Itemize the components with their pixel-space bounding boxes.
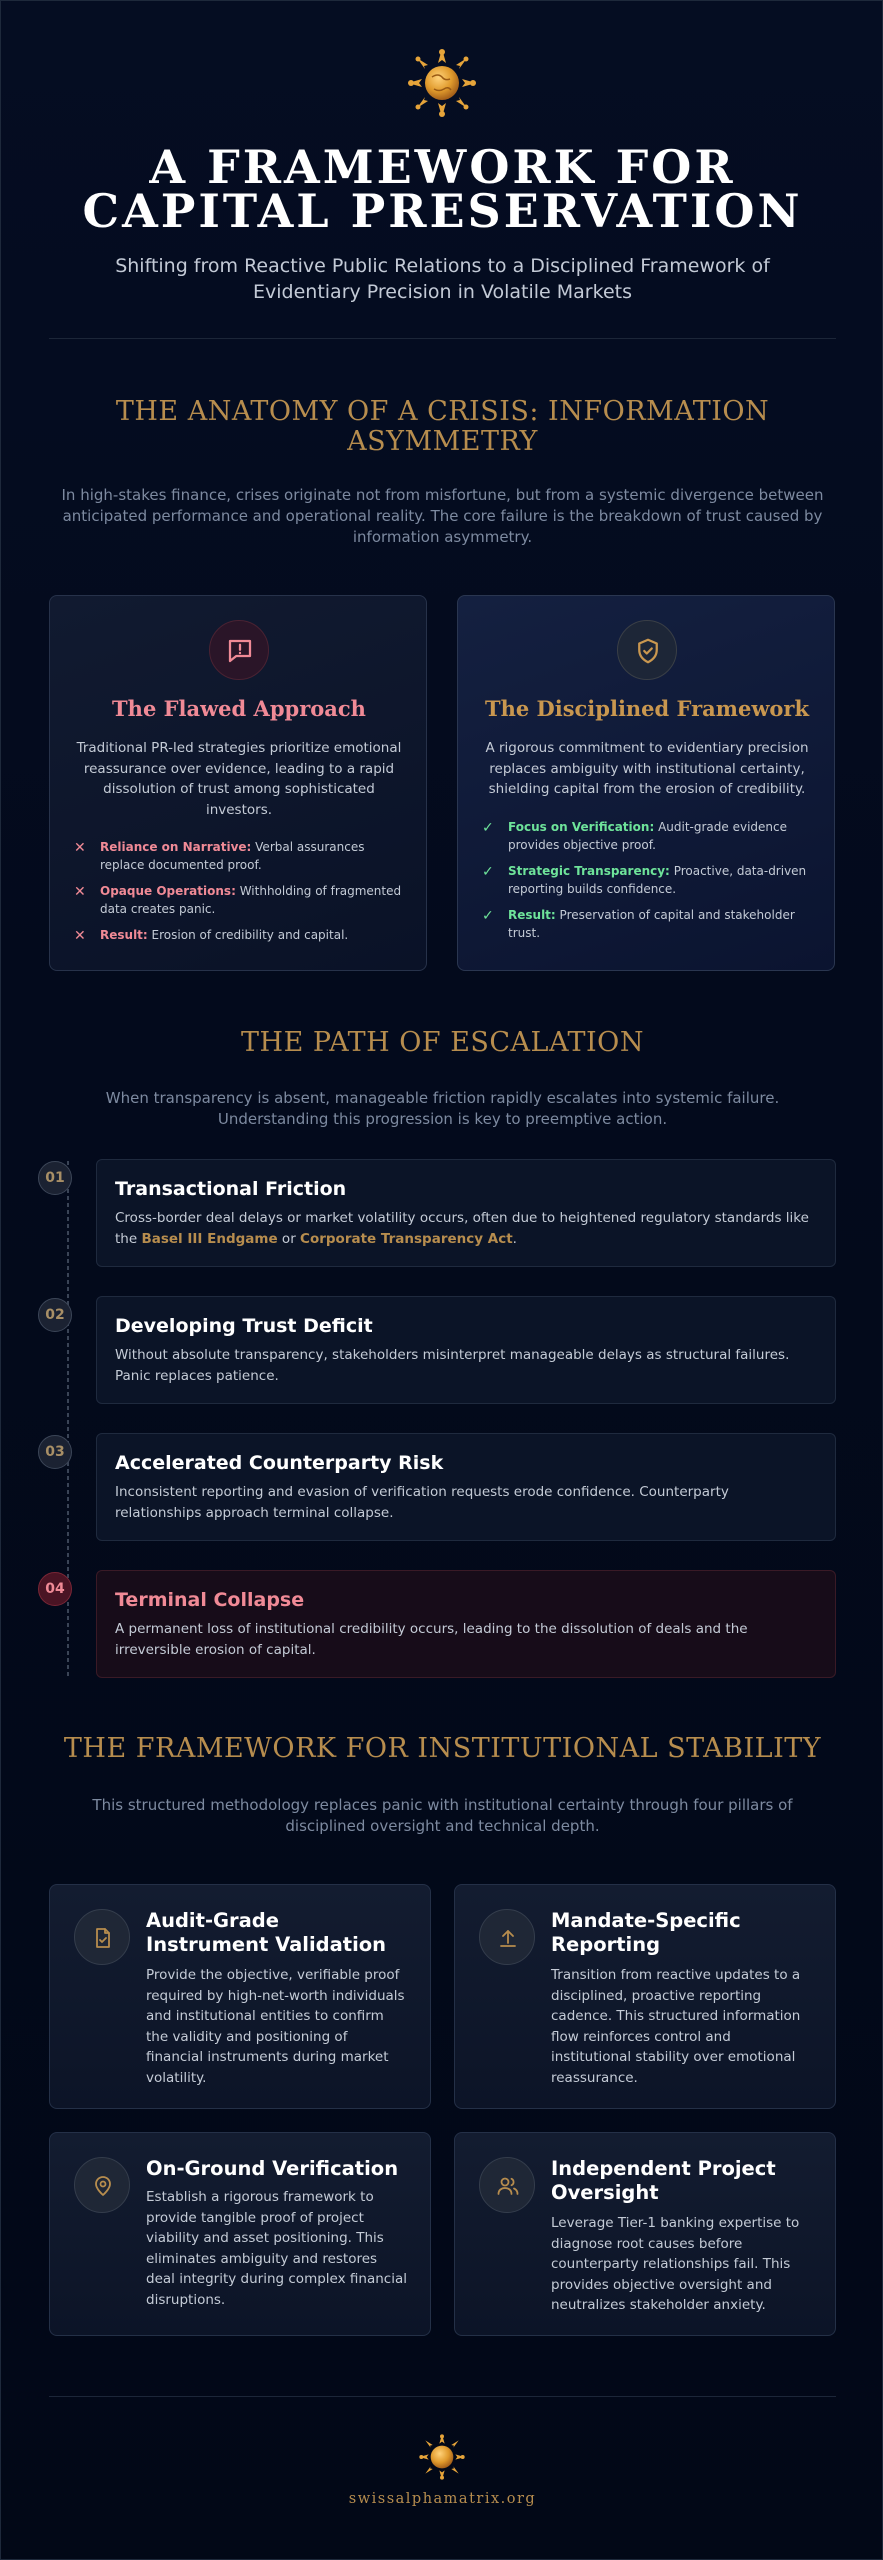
check-icon: ✓	[482, 864, 494, 880]
list-item-label: Result:	[100, 928, 148, 942]
users-icon	[479, 2157, 535, 2213]
stability-section-title: THE FRAMEWORK FOR INSTITUTIONAL STABILITY	[63, 1733, 822, 1764]
alert-message-icon	[209, 620, 269, 680]
check-icon: ✓	[482, 908, 494, 924]
cross-icon: ✕	[74, 884, 86, 900]
list-item-label: Strategic Transparency:	[508, 864, 670, 878]
step-text: or	[277, 1231, 301, 1247]
globe-star-emblem-icon	[406, 47, 478, 119]
escalation-step-card	[96, 1570, 836, 1678]
step-number-badge: 03	[38, 1435, 72, 1469]
stability-section-intro: This structured methodology replaces panic with institutional certainty through four pillars of disciplined oversight and technical depth.	[92, 1796, 793, 1835]
page-subtitle: Shifting from Reactive Public Relations to a Disciplined Framework of Evidentiary Precision in Volatile Markets	[115, 255, 770, 303]
pillar-description: Provide the objective, verifiable proof required by high-net-worth individuals and institutional entities to confirm the validity and positioning of financial instruments during market volatility.	[146, 1967, 405, 2086]
list-item-text: Verbal assurances replace documented proof.	[100, 840, 365, 872]
footer-website-link[interactable]: swissalphamatrix.org	[348, 2491, 537, 2507]
list-item-text: Withholding of fragmented data creates panic.	[100, 884, 402, 916]
step-text: Cross-border deal delays or market volatility occurs, often due to heightened regulatory standards like the	[115, 1210, 809, 1247]
list-item-label: Result:	[508, 908, 556, 922]
pillar-card	[49, 1884, 431, 2109]
escalation-section-title: THE PATH OF ESCALATION	[241, 1027, 644, 1058]
cross-icon: ✕	[74, 928, 86, 944]
page-title-line2: CAPITAL PRESERVATION	[82, 184, 803, 238]
regulation-highlight: Corporate Transparency Act	[300, 1231, 513, 1247]
timeline-line	[67, 1161, 69, 1679]
step-description: A permanent loss of institutional credibility occurs, leading to the dissolution of deals and the irreversible erosion of capital.	[115, 1621, 748, 1658]
list-item-label: Opaque Operations:	[100, 884, 236, 898]
escalation-section-intro: When transparency is absent, manageable friction rapidly escalates into systemic failure. Understanding this progression is key to preemptive action.	[105, 1089, 780, 1128]
document-check-icon	[74, 1909, 130, 1965]
step-number-badge: 01	[38, 1161, 72, 1195]
step-title: Developing Trust Deficit	[115, 1315, 373, 1337]
step-description: Inconsistent reporting and evasion of verification requests erode confidence. Counterparty relationships approach terminal collapse.	[115, 1484, 729, 1521]
disciplined-framework-description: A rigorous commitment to evidentiary precision replaces ambiguity with institutional certainty, shielding capital from the erosion of credibility.	[485, 740, 809, 797]
list-item	[74, 838, 408, 874]
pillar-card	[49, 2132, 431, 2336]
step-description: Without absolute transparency, stakeholders misinterpret manageable delays as structural failures. Panic replaces patience.	[115, 1347, 790, 1384]
footer-divider	[49, 2396, 836, 2397]
step-number-badge: 04	[38, 1572, 72, 1606]
flawed-approach-description: Traditional PR-led strategies prioritize emotional reassurance over evidence, leading to a rapid dissolution of trust among sophisticated investors.	[76, 740, 402, 818]
check-icon: ✓	[482, 820, 494, 836]
step-number-badge: 02	[38, 1298, 72, 1332]
flawed-approach-card	[49, 595, 427, 971]
map-pin-icon	[74, 2157, 130, 2213]
list-item-text: Audit-grade evidence provides objective proof.	[508, 820, 788, 852]
cross-icon: ✕	[74, 840, 86, 856]
step-title: Accelerated Counterparty Risk	[115, 1452, 444, 1474]
page-title	[41, 140, 844, 238]
pillar-title: Mandate-Specific Reporting	[551, 1909, 741, 1956]
list-item-text: Erosion of credibility and capital.	[151, 928, 349, 942]
list-item	[482, 862, 816, 898]
shield-check-icon	[617, 620, 677, 680]
pillar-description: Leverage Tier-1 banking expertise to diagnose root causes before counterparty relationships fail. This provides objective oversight and neutralizes stakeholder anxiety.	[551, 2215, 800, 2313]
pillar-card	[454, 1884, 836, 2109]
pillar-description: Transition from reactive updates to a disciplined, proactive reporting cadence. This structured information flow reinforces control and institutional stability over emotional reassurance.	[551, 1967, 801, 2086]
list-item-text: Preservation of capital and stakeholder trust.	[508, 908, 795, 940]
list-item	[482, 818, 816, 854]
escalation-step-card	[96, 1159, 836, 1267]
step-description	[115, 1208, 819, 1250]
step-title: Terminal Collapse	[115, 1589, 305, 1611]
header-divider	[49, 338, 836, 339]
escalation-step-card	[96, 1433, 836, 1541]
disciplined-framework-list	[482, 818, 816, 950]
page-title-line1: A FRAMEWORK FOR	[149, 140, 736, 194]
pillar-card	[454, 2132, 836, 2336]
crisis-section-intro: In high-stakes finance, crises originate not from misfortune, but from a systemic divergence between anticipated performance and operational reality. The core failure is the breakdown of trust caused by information asymmetry.	[61, 486, 824, 546]
regulation-highlight: Basel III Endgame	[141, 1231, 278, 1247]
footer-globe-emblem-icon	[418, 2433, 466, 2481]
list-item	[482, 906, 816, 942]
pillar-title: Audit-Grade Instrument Validation	[146, 1909, 387, 1956]
list-item	[74, 882, 408, 918]
crisis-section-title: THE ANATOMY OF A CRISIS: INFORMATION ASYMMETRY	[115, 396, 770, 457]
disciplined-framework-title: The Disciplined Framework	[484, 696, 810, 721]
upload-icon	[479, 1909, 535, 1965]
step-title: Transactional Friction	[115, 1178, 347, 1200]
flawed-approach-title: The Flawed Approach	[112, 696, 366, 721]
pillar-description: Establish a rigorous framework to provide tangible proof of project viability and asset positioning. This eliminates ambiguity and restores deal integrity during complex financial disruptions.	[146, 2189, 407, 2308]
step-text: .	[512, 1231, 517, 1247]
flawed-approach-list	[74, 838, 408, 952]
list-item-label: Focus on Verification:	[508, 820, 655, 834]
list-item	[74, 926, 408, 944]
disciplined-framework-card	[457, 595, 835, 971]
pillar-title: On-Ground Verification	[146, 2157, 399, 2180]
escalation-step-card	[96, 1296, 836, 1404]
list-item-label: Reliance on Narrative:	[100, 840, 252, 854]
pillar-title: Independent Project Oversight	[551, 2157, 776, 2204]
list-item-text: Proactive, data-driven reporting builds confidence.	[508, 864, 807, 896]
